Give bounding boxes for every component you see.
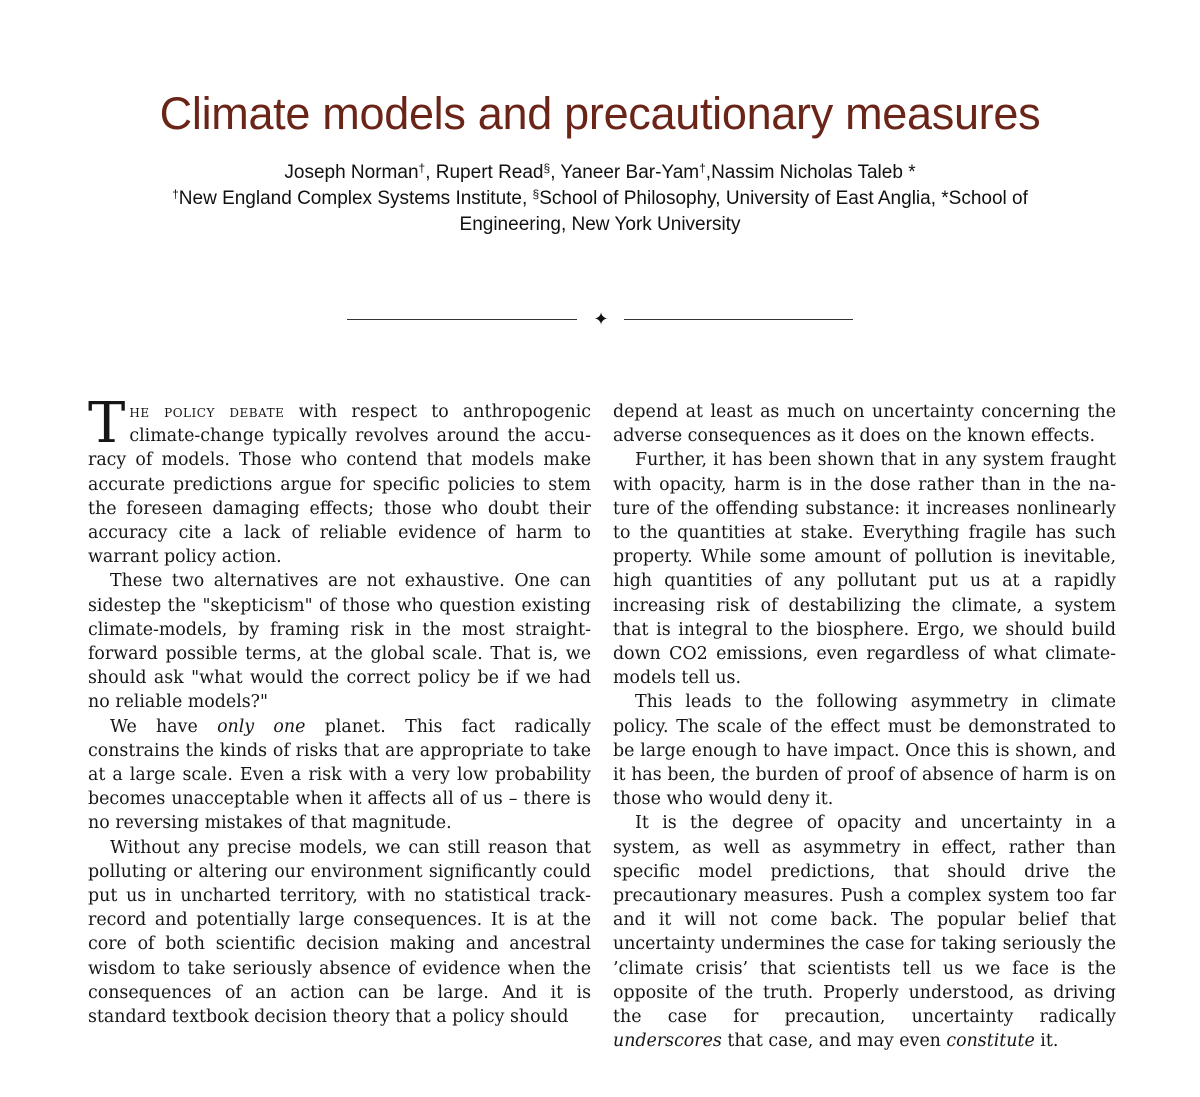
affiliation-mark: * (908, 162, 916, 183)
author-name: Rupert Read (435, 162, 544, 183)
paragraph-text: that case, and may even (721, 1031, 947, 1052)
diamond-ornament-icon: ✦ (593, 309, 609, 330)
affiliation: School of Philosophy, University of East Anglia, (539, 188, 942, 209)
author-block (0, 160, 1200, 238)
author-name: Joseph Norman (284, 162, 419, 183)
separator-rule-right (624, 319, 853, 320)
affiliation-list (0, 186, 1200, 212)
author-list: Joseph Norman†, Rupert Read§, Yaneer Bar-Yam†,Nassim Nicholas Taleb * (284, 161, 916, 183)
author-name: Nassim Nicholas Taleb (711, 162, 903, 183)
affiliation-mark: † (172, 187, 179, 201)
paragraph-text: with respect to anthropogenic climate-change typically revolves around the accuracy of models. Those who contend that models make accurate predictions argue for specific policies to stem the foreseen damaging effects; those who doubt their accuracy cite a lack of reliable evidence of harm to warrant policy action. (88, 402, 591, 568)
paper-title: Climate models and precautionary measures (159, 88, 1041, 139)
paragraph (88, 391, 591, 569)
affiliation: New England Complex Systems Institute, (178, 188, 533, 209)
paragraph: Without any precise models, we can still reason that polluting or altering our environment significantly could put us in uncharted territory, with no statistical trackrecord and potentially large consequences. It is at the core of both scientific decision making and ancestral wisdom to take seriously absence of evidence when the consequences of an action can be large. And it is standard textbook decision theory that a policy should (88, 837, 591, 1028)
paragraph-text: planet. This fact radically constrains the kinds of risks that are appropriate to take at a large scale. Even a risk with a very low probability becomes unacceptable when it affects all of us – there is no reversing mistakes of that magnitude. (88, 716, 591, 834)
emphasis: only one (217, 716, 306, 737)
paragraph-text: We have (110, 716, 218, 737)
drop-cap: T (88, 391, 126, 456)
affiliation-mark: § (543, 161, 551, 175)
paragraph: Further, it has been shown that in any system fraught with opacity, harm is in the dose rather than in the nature of the offending substance: it increases nonlinearly to the quantities at stake. Everything fragile has such property. While some amount of pollution is inevitable, high quantities of any pollutant put us at a rapidly increasing risk of destabilizing the climate, a system that is integral to the biosphere. Ergo, we should build down CO2 emissions, even regardless of what climate-models tell us. (613, 450, 1116, 689)
affiliation-mark: * (941, 188, 949, 209)
paragraph-text: It is the degree of opacity and uncertainty in a system, as well as asymmetry in effect, rather than specific model predictions, that should drive the precautionary measures. Push a complex system too far and it will not come back. The popular belief that uncertainty undermines the case for taking seriously the ’climate crisis’ that scientists tell us we face is the opposite of the truth. Properly understood, as driving the case for precaution, uncertainty radically (613, 813, 1116, 1028)
section-separator (0, 310, 1200, 330)
paragraph (88, 715, 591, 836)
body-column-left (88, 391, 591, 1029)
separator-rule-left (347, 319, 577, 320)
affiliation: School of (948, 188, 1028, 209)
lead-in: he policy debate (129, 402, 285, 422)
affiliation: Engineering, New York University (459, 214, 741, 235)
paragraph-continued: depend at least as much on uncertainty concerning the adverse consequences as it does on the known effects. (613, 402, 1116, 447)
author-name: Yaneer Bar-Yam (560, 162, 700, 183)
emphasis: underscores (613, 1031, 722, 1052)
paragraph: These two alternatives are not exhaustive. One can sidestep the "skepticism" of those who question existing climate-models, by framing risk in the most straightforward possible terms, at the global scale. That is, we should ask "what would the correct policy be if we had no reliable models?" (88, 571, 591, 713)
affiliation-mark: § (532, 187, 540, 201)
paragraph (613, 811, 1116, 1053)
paragraph: This leads to the following asymmetry in climate policy. The scale of the effect must be demonstrated to be large enough to have impact. Once this is shown, and it has been, the burden of proof of absence of harm is on those who would deny it. (613, 692, 1116, 810)
paragraph-text: it. (1034, 1031, 1059, 1052)
affiliation-mark: † (418, 161, 426, 175)
body-column-right (613, 400, 1116, 1053)
emphasis: constitute (946, 1031, 1035, 1052)
affiliation-mark: † (699, 161, 706, 175)
